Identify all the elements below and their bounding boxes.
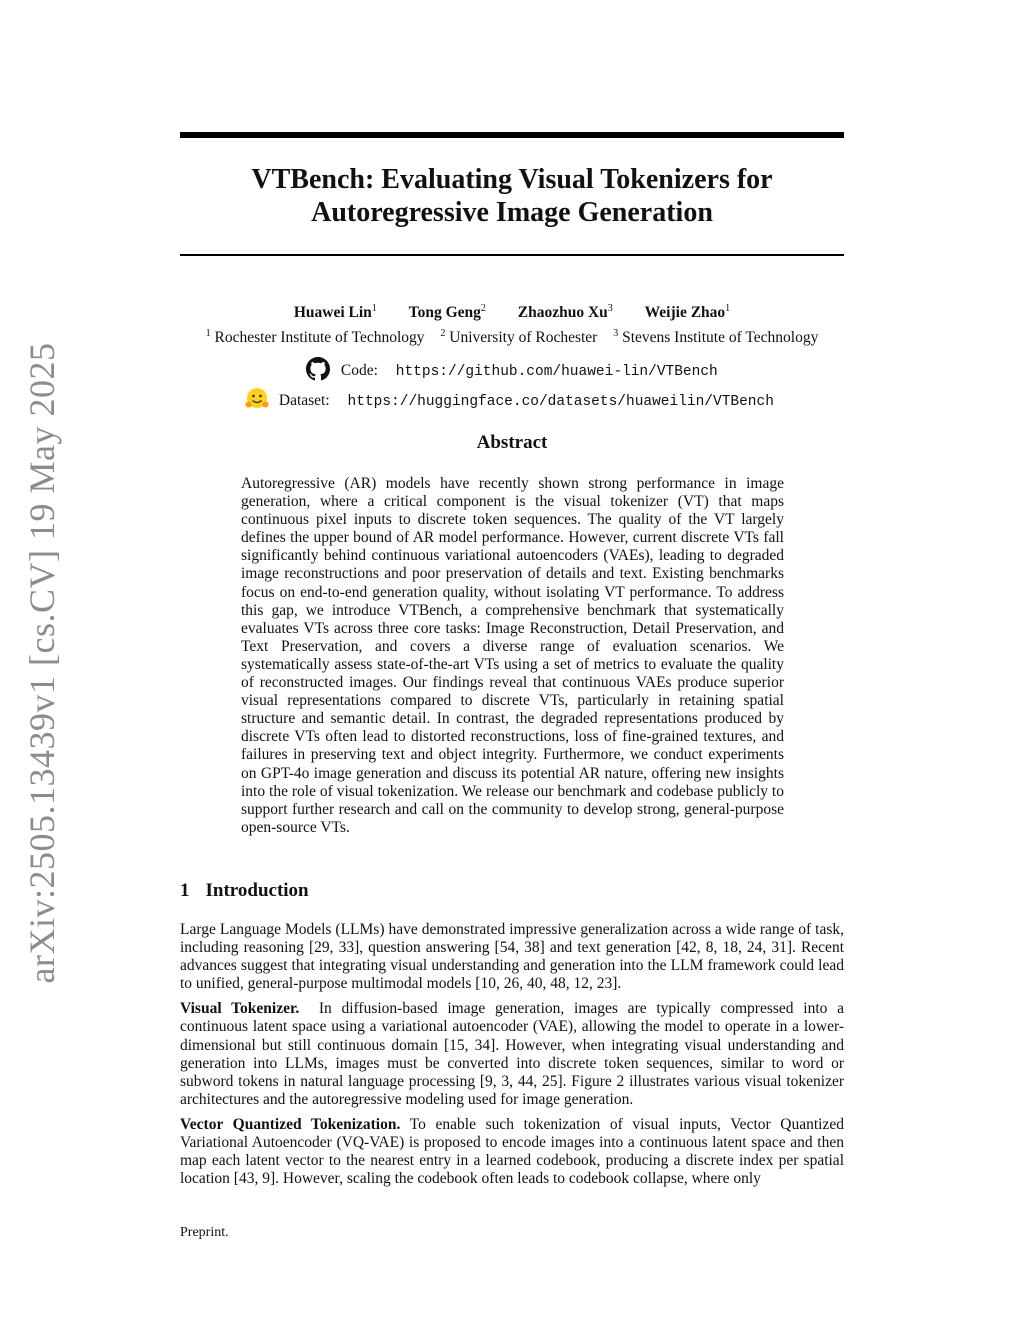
dataset-link-row: [244, 387, 774, 413]
author: Huawei Lin$^1$: [293, 303, 377, 321]
affiliation: $^1$ Rochester Institute of Technology: [205, 328, 425, 346]
code-link-row: [306, 357, 718, 383]
code-label: Code:: [340, 362, 378, 379]
dataset-url-link[interactable]: https://huggingface.co/datasets/huaweilin/VTBench: [347, 394, 774, 410]
affiliation: $^2$ University of Rochester: [440, 328, 598, 346]
footer-note: Preprint.: [180, 1225, 229, 1240]
paragraph-heading: Visual Tokenizer.: [180, 1000, 300, 1018]
affiliation-list: [160, 323, 864, 349]
section-title: Introduction: [205, 880, 309, 901]
dataset-label: Dataset:: [278, 392, 330, 409]
title-bottom-rule: [180, 254, 844, 256]
title-top-rule: [180, 132, 844, 138]
section-heading: [180, 880, 309, 902]
github-icon: [306, 357, 330, 381]
code-url-link[interactable]: https://github.com/huawei-lin/VTBench: [395, 364, 718, 380]
hugging-face-icon: [244, 387, 268, 411]
section-number: 1: [180, 880, 190, 901]
author: Zhaozhuo Xu$^3$: [517, 303, 613, 321]
title-line-1: VTBench: Evaluating Visual Tokenizers for: [251, 164, 773, 195]
title-line-2: Autoregressive Image Generation: [311, 197, 713, 228]
paragraph-heading: Vector Quantized Tokenization.: [180, 1115, 401, 1133]
affiliation: $^3$ Stevens Institute of Technology: [613, 328, 819, 346]
intro-paragraph-3: Vector Quantized Tokenization. To enable such tokenization of visual inputs, Vector Quantized Variational Autoencoder (VQ-VAE) is proposed to encode images into a continuous latent space and then map each latent vector to the nearest entry in a learned codebook, producing a discrete index per spatial location [43, 9]. However, scaling the codebook often leads to codebook collapse, where only: [180, 1115, 844, 1188]
intro-paragraph-1: Large Language Models (LLMs) have demonstrated impressive generalization across a wide range of task, including reasoning [29, 33], question answering [54, 38] and text generation [42, 8, 18, 24, 31]. Recent advances suggest that integrating visual understanding and generation into the LLM framework could lead to unified, general-purpose multimodal models [10, 26, 40, 48, 12, 23].: [180, 921, 844, 993]
arxiv-identifier: arXiv:2505.13439v1 [cs.CV] 19 May 2025: [22, 342, 62, 984]
abstract-body: Autoregressive (AR) models have recently shown strong performance in image generation, where a critical component is the visual tokenizer (VT) that maps continuous pixel inputs to discrete token sequences. The quality of the VT largely defines the upper bound of AR model performance. However, current discrete VTs fall significantly behind continuous variational autoencoders (VAEs), leading to degraded image reconstructions and poor preservation of details and text. Existing benchmarks focus on end-to-end generation quality, without isolating VT performance. To address this gap, we introduce VTBench, a comprehensive benchmark that systematically evaluates VTs across three core tasks: Image Reconstruction, Detail Preservation, and Text Preservation, and covers a diverse range of evaluation scenarios. We systematically assess state-of-the-art VTs using a set of metrics to evaluate the quality of reconstructed images. Our findings reveal that continuous VAEs produce superior visual representations compared to discrete VTs, particularly in retaining spatial structure and semantic detail. In contrast, the degraded representations produced by discrete VTs often lead to distorted reconstructions, loss of fine-grained textures, and failures in preserving text and object integrity. Furthermore, we conduct experiments on GPT-4o image generation and discuss its potential AR nature, offering new insights into the role of visual tokenization. We release our benchmark and codebase publicly to support further research and call on the community to develop strong, general-purpose open-source VTs.: [241, 475, 784, 836]
author: Tong Geng$^2$: [408, 303, 486, 321]
abstract-heading: Abstract: [476, 432, 548, 453]
author: Weijie Zhao$^1$: [644, 303, 731, 321]
author-list: [180, 298, 844, 324]
intro-paragraph-2: Visual Tokenizer. In diffusion-based image generation, images are typically compressed into a continuous latent space using a variational autoencoder (VAE), allowing the model to operate in a lower-dimensional but still continuous domain [15, 34]. However, when integrating visual understanding and generation into LLMs, images must be converted into discrete token sequences, similar to word or subword tokens in natural language processing [9, 3, 44, 25]. Figure 2 illustrates various visual tokenizer architectures and the autoregressive modeling used for image generation.: [180, 1000, 845, 1108]
paper-title: [180, 163, 844, 229]
introduction-body: [180, 921, 844, 1195]
